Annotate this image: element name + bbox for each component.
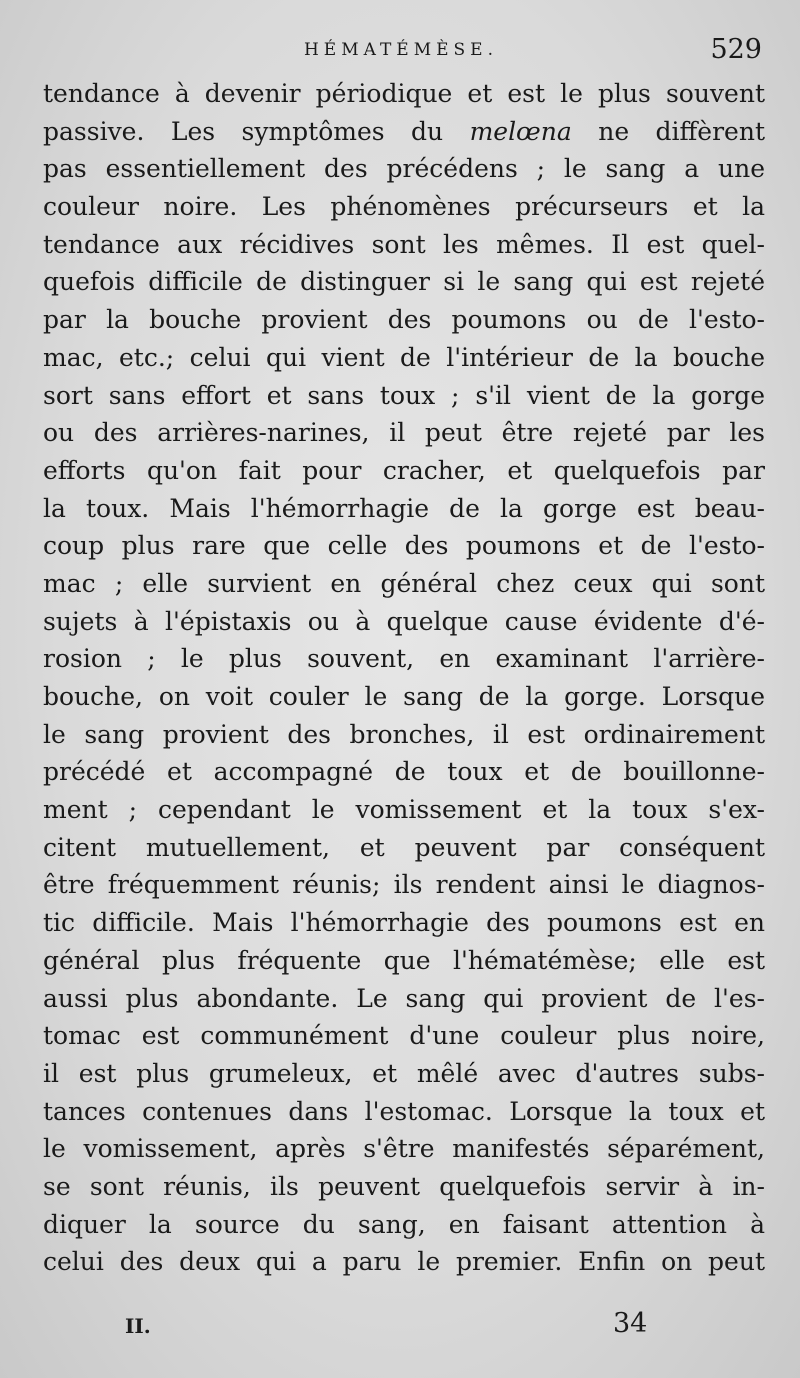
- text-line: pas essentiellement des précédens ; le sang a une: [43, 154, 765, 184]
- text-line: ment ; cependant le vomissement et la toux s'ex-: [43, 795, 765, 825]
- text-line: mac, etc.; celui qui vient de l'intérieur de la bouche: [43, 342, 765, 372]
- text-span: passive. Les symptômes du: [43, 116, 470, 146]
- text-line: citent mutuellement, et peuvent par conséquent: [43, 832, 765, 862]
- text-line: rosion ; le plus souvent, en examinant l'arrière-: [43, 644, 765, 674]
- text-line: général plus fréquente que l'hématémèse; elle est: [43, 945, 765, 975]
- text-line: tomac est communément d'une couleur plus noire,: [43, 1021, 765, 1051]
- page-header: [40, 30, 762, 80]
- text-line: ou des arrières-narines, il peut être rejeté par les: [43, 418, 765, 448]
- text-line: tic difficile. Mais l'hémorrhagie des poumons est en: [43, 908, 765, 938]
- italic-term: melœna: [469, 116, 572, 146]
- text-line: diquer la source du sang, en faisant attention à: [43, 1209, 765, 1239]
- body-text: [43, 75, 765, 1281]
- text-line: le vomissement, après s'être manifestés séparément,: [43, 1134, 765, 1164]
- text-line: aussi plus abondante. Le sang qui provient de l'es-: [43, 983, 765, 1013]
- text-line: le sang provient des bronches, il est ordinairement: [43, 719, 765, 749]
- running-head: HÉMATÉMÈSE.: [303, 40, 498, 60]
- sheet-number: 34: [613, 1308, 648, 1339]
- text-line: tances contenues dans l'estomac. Lorsque la toux et: [43, 1096, 765, 1126]
- text-line: être fréquemment réunis; ils rendent ainsi le diagnos-: [43, 870, 765, 900]
- text-line: mac ; elle survient en général chez ceux qui sont: [43, 568, 765, 598]
- text-line: celui des deux qui a paru le premier. Enfin on peut: [43, 1247, 765, 1277]
- text-line: couleur noire. Les phénomènes précurseurs et la: [43, 192, 765, 222]
- text-line: efforts qu'on fait pour cracher, et quelquefois par: [43, 455, 765, 485]
- text-line: se sont réunis, ils peuvent quelquefois servir à in-: [43, 1171, 765, 1201]
- text-line: tendance à devenir périodique et est le plus souvent: [43, 79, 765, 108]
- signature-mark: II.: [125, 1314, 151, 1338]
- text-line: sujets à l'épistaxis ou à quelque cause évidente d'é-: [43, 606, 765, 636]
- page-number: 529: [710, 34, 762, 65]
- text-line: coup plus rare que celle des poumons et de l'esto-: [43, 531, 765, 561]
- text-line: tendance aux récidives sont les mêmes. Il est quel-: [43, 229, 765, 259]
- text-line: précédé et accompagné de toux et de bouillonne-: [43, 757, 765, 787]
- text-span: ne diffèrent: [571, 116, 765, 146]
- text-line: sort sans effort et sans toux ; s'il vient de la gorge: [43, 380, 765, 410]
- text-line: il est plus grumeleux, et mêlé avec d'autres subs-: [43, 1058, 765, 1088]
- page-footer: [125, 1308, 660, 1348]
- text-line: par la bouche provient des poumons ou de l'esto-: [43, 305, 765, 335]
- text-line: la toux. Mais l'hémorrhagie de la gorge est beau-: [43, 493, 765, 523]
- text-line: bouche, on voit couler le sang de la gorge. Lorsque: [43, 682, 765, 711]
- text-line: [43, 113, 765, 151]
- text-line: quefois difficile de distinguer si le sang qui est rejeté: [43, 267, 765, 297]
